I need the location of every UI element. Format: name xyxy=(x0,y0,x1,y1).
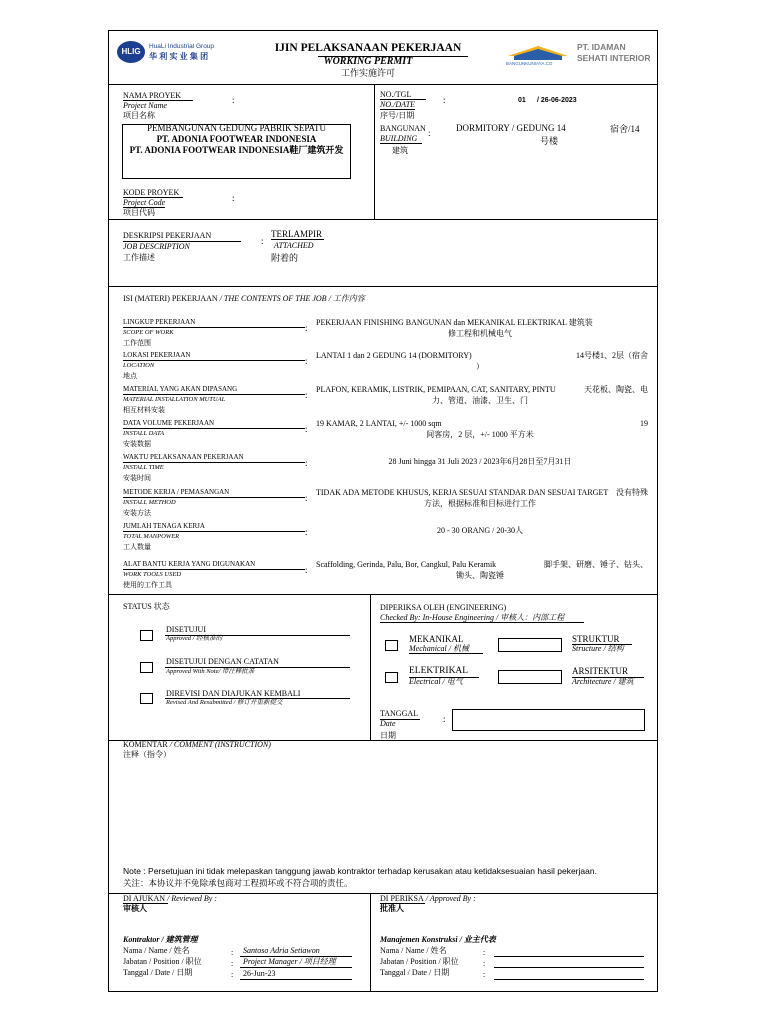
status-approved-note-label: DISETUJUI DENGAN CATATAN xyxy=(166,657,279,666)
project-code-label-en: Project Code xyxy=(123,198,166,207)
content-row-label: ALAT BANTU KERJA YANG DIGUNAKAN xyxy=(123,560,256,568)
approved-by-title-cn: 批准人 xyxy=(380,904,404,913)
check-date-label-cn: 日期 xyxy=(380,731,396,740)
content-row-value-2: 力、管道、油漆、卫生、门 xyxy=(432,396,528,405)
contents-heading-a: ISI (MATERI) PEKERJAAN xyxy=(123,294,218,303)
content-row-underline xyxy=(123,327,305,328)
building-value-cn: 宿舍/14 xyxy=(610,124,640,134)
status-approved-label-en: Approved / 经核准的 xyxy=(166,635,223,642)
building-value: DORMITORY / GEDUNG 14 xyxy=(456,123,566,133)
approved-by-title-a: DI PERIKSA xyxy=(380,894,424,903)
content-row-underline xyxy=(123,360,305,361)
content-row-value: LANTAI 1 dan 2 GEDUNG 14 (DORMITORY) xyxy=(316,351,472,360)
mechanical-label-en: Mechanical / 机械 xyxy=(409,645,483,654)
project-name-label: NAMA PROYEK xyxy=(123,92,193,101)
content-row-value: Scaffolding, Gerinda, Palu, Bor, Cangkul, Palu Keramik xyxy=(316,560,497,569)
check-date-label-en: Date xyxy=(380,719,396,728)
left-date-colon: : xyxy=(231,970,234,979)
checked-by-heading: DIPERIKSA OLEH (ENGINEERING) xyxy=(380,603,507,612)
status-approved-checkbox[interactable] xyxy=(140,630,153,641)
left-name-colon: : xyxy=(231,948,234,957)
contents-heading-b: / THE CONTENTS OF THE JOB / 工作内容 xyxy=(217,294,365,303)
company-name-en: HuaLi Industrial Group xyxy=(149,43,215,50)
partner-name-line1: PT. IDAMAN xyxy=(577,42,626,52)
content-row-underline xyxy=(123,394,305,395)
left-date-value: 26-Jun-23 xyxy=(243,969,276,978)
left-position-label: Jabatan / Position / 职位 xyxy=(123,957,202,966)
job-desc-label: DESKRIPSI PEKERJAAN xyxy=(123,231,212,240)
approved-by-title-b: / Approved By : xyxy=(423,894,476,903)
content-row-colon: : xyxy=(305,424,308,434)
content-row-colon: : xyxy=(305,527,308,537)
left-name-label: Nama / Name / 姓名 xyxy=(123,946,190,955)
structure-label: STRUKTUR xyxy=(572,634,620,644)
building-label-cn: 建筑 xyxy=(392,146,408,155)
content-row-colon: : xyxy=(305,493,308,503)
content-row-label: METODE KERJA / PEMASANGAN xyxy=(123,488,230,496)
comment-label-a: KOMENTAR xyxy=(123,740,168,749)
check-date-label: TANGGAL xyxy=(380,709,419,718)
no-date-label-en: NO./DATE xyxy=(380,100,416,109)
content-row-label-cn: 使用的工作工具 xyxy=(123,581,172,589)
hlig-logo xyxy=(117,40,233,66)
status-approved-label: DISETUJUI xyxy=(166,625,206,634)
content-row-value-right: 14号楼1、2层（宿舍 xyxy=(576,351,648,360)
electrical-checkbox[interactable] xyxy=(385,672,398,683)
electrical-field[interactable] xyxy=(498,670,562,684)
partner-logo xyxy=(504,44,572,68)
project-code-label-cn: 项目代码 xyxy=(123,208,155,217)
content-row-colon: : xyxy=(305,565,308,575)
partner-name-line2: SEHATI INTERIOR xyxy=(577,53,651,63)
content-row-value-right: 19 xyxy=(640,419,648,428)
content-row-colon: : xyxy=(305,458,308,468)
building-colon: : xyxy=(428,128,431,138)
content-row-label-en: LOCATION xyxy=(123,362,155,369)
hlig-badge: HLIG xyxy=(117,41,145,63)
job-desc-label-en: JOB DESCRIPTION xyxy=(123,242,190,251)
electrical-label-en: Electrical / 电气 xyxy=(409,677,463,686)
reviewed-by-title-cn: 审核人 xyxy=(123,904,147,913)
content-row-label-cn: 安装数据 xyxy=(123,440,151,448)
left-name-value: Santoso Adria Setiawon xyxy=(243,946,320,955)
right-name-label: Nama / Name / 姓名 xyxy=(380,946,447,955)
content-row-value-2: 锄头、陶瓷锤 xyxy=(456,571,504,580)
project-name-value-2: PT. ADONIA FOOTWEAR INDONESIA xyxy=(156,134,317,144)
right-position-label: Jabatan / Position / 职位 xyxy=(380,957,459,966)
content-row-label-en: SCOPE OF WORK xyxy=(123,329,174,336)
reviewed-by-title xyxy=(123,895,217,903)
content-row-label-cn: 地点 xyxy=(123,372,137,380)
electrical-label: ELEKTRIKAL xyxy=(409,666,469,676)
left-position-value: Project Manager / 项目经理 xyxy=(243,957,336,966)
project-name-colon: : xyxy=(232,95,235,105)
no-date-colon: : xyxy=(443,95,446,105)
building-label: BANGUNAN xyxy=(380,124,426,133)
check-date-colon: : xyxy=(443,714,446,724)
mechanical-label: MEKANIKAL xyxy=(409,634,464,644)
project-name-label-cn: 项目名称 xyxy=(123,111,155,120)
comment-label-cn: 注释（指令） xyxy=(123,750,171,759)
content-row-label: DATA VOLUME PEKERJAAN xyxy=(123,419,215,427)
construction-management-label: Manajemen Konstruksi / 业主代表 xyxy=(380,935,496,944)
status-heading: STATUS 状态 xyxy=(123,602,170,611)
status-approved-note-checkbox[interactable] xyxy=(140,662,153,673)
content-row-value: PEKERJAAN FINISHING BANGUNAN dan MEKANIKAL ELEKTRIKAL 建筑装 xyxy=(316,318,593,327)
content-row-colon: : xyxy=(305,390,308,400)
content-row-value: 20 - 30 ORANG / 20-30人 xyxy=(437,526,523,535)
content-row-label-en: MATERIAL INSTALLATION MUTUAL xyxy=(123,396,226,403)
content-row-label-en: INSTALL TIME xyxy=(123,464,164,471)
content-row-value: 19 KAMAR, 2 LANTAI, +/- 1000 sqm xyxy=(316,419,442,428)
permit-number: 01 xyxy=(518,97,526,104)
right-date-line[interactable] xyxy=(494,979,644,980)
content-row-label-en: INSTALL METHOD xyxy=(123,499,176,506)
project-name-value-3: PT. ADONIA FOOTWEAR INDONESIA鞋厂建筑开发 xyxy=(129,145,344,155)
content-row-label-cn: 工人数量 xyxy=(123,543,151,551)
contractor-label: Kontraktor / 建筑管理 xyxy=(123,935,198,944)
right-position-colon: : xyxy=(483,959,486,968)
status-approved-note-label-en: Approved With Note/ 带注释批准 xyxy=(166,668,255,675)
approved-by-title xyxy=(380,895,476,903)
content-row-label: MATERIAL YANG AKAN DIPASANG xyxy=(123,385,238,393)
content-row-label-cn: 安装时间 xyxy=(123,474,151,482)
job-desc-value: TERLAMPIR xyxy=(271,229,323,239)
content-row-value-2: ） xyxy=(476,362,484,371)
project-name-label-en: Project Name xyxy=(123,101,167,110)
architecture-label-en: Architecture / 建筑 xyxy=(572,677,634,686)
mechanical-field[interactable] xyxy=(498,638,562,652)
partner-logo-text: BANGUNKUNIAYA.CO xyxy=(506,61,553,66)
form-subtitle: WORKING PERMIT xyxy=(323,56,413,67)
status-revised-checkbox[interactable] xyxy=(140,693,153,704)
content-row-label: LINGKUP PEKERJAAN xyxy=(123,318,196,326)
content-row-value-right: 天花板、陶瓷、电 xyxy=(584,385,648,394)
content-row-value: 28 Juni hingga 31 Juli 2023 / 2023年6月28日至7月31日 xyxy=(388,457,572,466)
content-row-underline xyxy=(123,497,305,498)
comment-label xyxy=(123,741,271,749)
content-row-label-cn: 工作范围 xyxy=(123,339,151,347)
content-row-value: TIDAK ADA METODE KHUSUS, KERJA SESUAI STANDAR DAN SESUAI TARGET xyxy=(316,488,609,497)
job-desc-value-cn: 附着的 xyxy=(271,253,299,263)
content-row-label-cn: 相互材料安装 xyxy=(123,406,165,414)
content-row-underline xyxy=(123,462,305,463)
content-row-colon: : xyxy=(305,323,308,333)
comment-note-2: 关注：本协议并不免除承包商对工程损坏或不符合项的责任。 xyxy=(123,878,353,888)
content-row-value-right: 没有特殊 xyxy=(616,488,648,497)
project-name-value-1: PEMBANGUNAN GEDUNG PABRIK SEPATU xyxy=(146,123,327,133)
reviewed-by-title-a: DI AJUKAN xyxy=(123,894,165,903)
permit-date: / 26-06-2023 xyxy=(537,97,577,104)
comment-label-b: / COMMENT (INSTRUCTION) xyxy=(167,740,271,749)
content-row-value-2: 修工程和机械电气 xyxy=(448,329,512,338)
right-date-label: Tanggal / Date / 日期 xyxy=(380,968,450,977)
left-position-colon: : xyxy=(231,959,234,968)
checked-by-heading-en: Checked By: In-House Engineering / 审核人：内部工程 xyxy=(380,613,565,622)
content-row-label-en: WORK TOOLS USED xyxy=(123,571,182,578)
left-date-label: Tanggal / Date / 日期 xyxy=(123,968,193,977)
content-row-label: JUMLAH TENAGA KERJA xyxy=(123,522,205,530)
content-row-label-en: TOTAL MANPOWER xyxy=(123,533,180,540)
right-date-colon: : xyxy=(483,970,486,979)
form-title: IJIN PELAKSANAAN PEKERJAAN xyxy=(274,42,462,54)
no-date-label: NO./TGL xyxy=(380,91,426,100)
right-position-line[interactable] xyxy=(494,967,644,968)
building-label-en: BUILDING xyxy=(380,135,422,144)
content-row-label: WAKTU PELAKSANAAN PEKERJAAN xyxy=(123,453,244,461)
architecture-label: ARSITEKTUR xyxy=(572,666,628,676)
comment-note-1: Note : Persetujuan ini tidak melepaskan tanggung jawab kontraktor terhadap kerusakan atau ketidaksesuaian hasil pekerjaan. xyxy=(123,866,597,876)
content-row-underline xyxy=(123,569,305,570)
content-row-label: LOKASI PEKERJAAN xyxy=(123,351,191,359)
content-row-value-2: 间客房，2 层，+/- 1000 平方米 xyxy=(426,430,534,439)
content-row-colon: : xyxy=(305,356,308,366)
mechanical-checkbox[interactable] xyxy=(385,640,398,651)
content-row-label-en: INSTALL DATA xyxy=(123,430,165,437)
status-revised-label: DIREVISI DAN DIAJUKAN KEMBALI xyxy=(166,689,301,698)
content-row-value: PLAFON, KERAMIK, LISTRIK, PEMIPAAN, CAT, SANITARY, PINTU xyxy=(316,385,556,394)
comment-area[interactable] xyxy=(120,762,650,860)
no-date-label-cn: 序号/日期 xyxy=(380,111,415,120)
content-row-value-right: 脚手架、研磨、锤子、钻头、 xyxy=(544,560,648,569)
building-value-cn2: 号楼 xyxy=(540,136,559,146)
reviewed-by-title-b: / Reviewed By : xyxy=(165,894,217,903)
content-row-underline xyxy=(123,428,305,429)
status-revised-label-en: Revised And Resubmitted / 修订并重新提交 xyxy=(166,699,283,706)
job-desc-colon: : xyxy=(261,236,264,246)
job-desc-label-cn: 工作描述 xyxy=(123,253,155,262)
project-code-label: KODE PROYEK xyxy=(123,189,183,198)
right-name-colon: : xyxy=(483,948,486,957)
project-code-colon: : xyxy=(232,193,235,203)
right-name-line[interactable] xyxy=(494,956,644,957)
structure-label-en: Structure / 结构 xyxy=(572,644,624,653)
company-name-cn: 华 利 实 业 集 团 xyxy=(149,52,209,61)
content-row-underline xyxy=(123,531,305,532)
content-row-label-cn: 安装方法 xyxy=(123,509,151,517)
content-row-value-2: 方法，根据标准和目标进行工作 xyxy=(424,499,536,508)
contents-heading xyxy=(123,295,365,303)
form-subtitle-cn: 工作实施许可 xyxy=(340,68,395,78)
job-desc-value-en: ATTACHED xyxy=(274,241,314,250)
check-date-field[interactable] xyxy=(452,709,645,731)
